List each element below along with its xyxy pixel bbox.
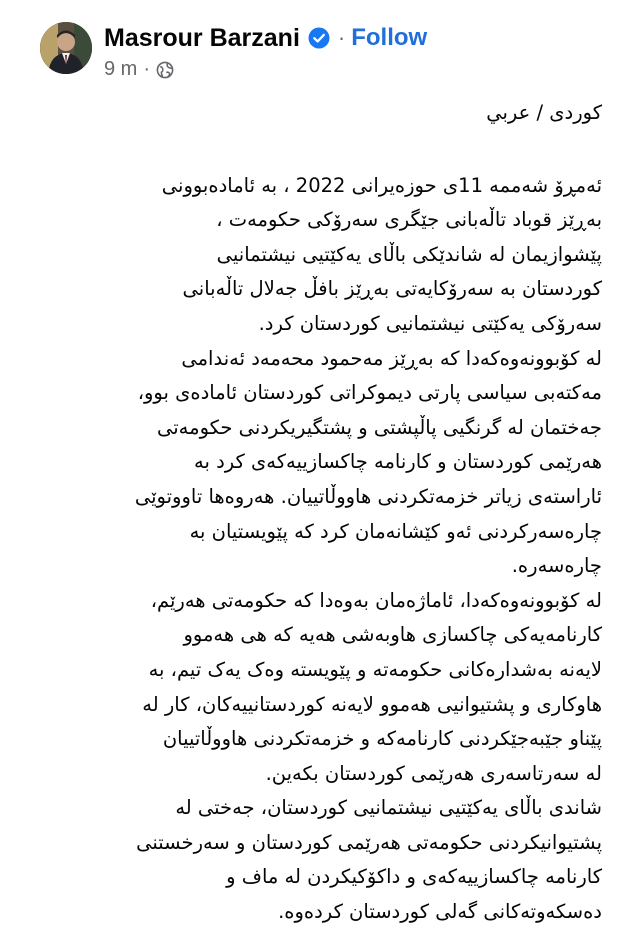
post-paragraph-1: ئەمڕۆ شەممە 11ی حوزەیرانی 2022 ، بە ئامادەبوونی بەڕێز قوباد تاڵەبانی جێگری سەرۆکی حکومەت ، پێشوازیمان لە شاندێکی باڵای یەکێتیی نیشتمانیی کوردستان بە سەرۆکایەتی بەڕێز بافڵ جەلال تاڵەبانی سەرۆکی یەکێتی نیشتمانیی کوردستان کرد.: [161, 173, 602, 335]
post-language-line: کوردی / عربي: [486, 101, 602, 124]
post-paragraph-4: شاندی باڵای یەکێتیی نیشتمانیی کوردستان، جەختی لە پشتیوانیکردنی حکومەتی هەرێمی کوردستان و سەرخستنی کارنامە چاکسازییەکەی و داکۆکیکردن لە ماف و دەسکەوتەکانی گەلی کوردستان کردەوە.: [136, 796, 602, 924]
globe-icon[interactable]: [156, 61, 174, 79]
post-meta-row: [104, 58, 174, 81]
post-paragraph-3: لە کۆبوونەوەکەدا، ئاماژەمان بەوەدا کە حکومەتی هەرێم، کارنامەیەکی چاکسازی هاوبەشی هەیە کە هی هەموو لایەنە بەشدارەکانی حکومەتە و پێویستە وەک یەک تیم، بە هاوکاری و پشتیوانیی هەموو لایەنە کوردستانییەکان، کار لە پێناو جێبەجێکردنی کارنامەکە و خزمەتکردنی هاووڵاتییان لە سەرتاسەری هەرێمی کوردستان بکەین.: [142, 588, 602, 785]
post-paragraph-2: لە کۆبوونەوەکەدا کە بەڕێز مەحمود محەمەد ئەندامی مەکتەبی سیاسی پارتی دیموکراتی کوردستان ئامادەی بوو، جەختمان لە گرنگیی پاڵپشتی و پشتگیریکردنی حکومەتی هەرێمی کوردستان و کارنامە چاکسازییەکەی کرد بە ئاراستەی زیاتر خزمەتکردنی هاووڵاتییان. هەروەها تاووتوێی چارەسەرکردنی ئەو کێشانەمان کرد کە پێویستیان بە چارەسەرە.: [134, 346, 602, 578]
post-timestamp[interactable]: 9 m: [104, 58, 138, 80]
name-separator-dot: ·: [337, 25, 346, 50]
verified-badge-icon: [308, 27, 330, 49]
follow-button[interactable]: Follow: [351, 24, 428, 51]
author-name-row: [104, 20, 427, 56]
author-name[interactable]: Masrour Barzani: [104, 23, 300, 52]
avatar-photo-icon: [40, 22, 92, 74]
author-avatar[interactable]: [40, 22, 92, 74]
post-text: [40, 96, 602, 930]
meta-separator-dot: ·: [143, 58, 151, 80]
post-header: [40, 18, 600, 84]
